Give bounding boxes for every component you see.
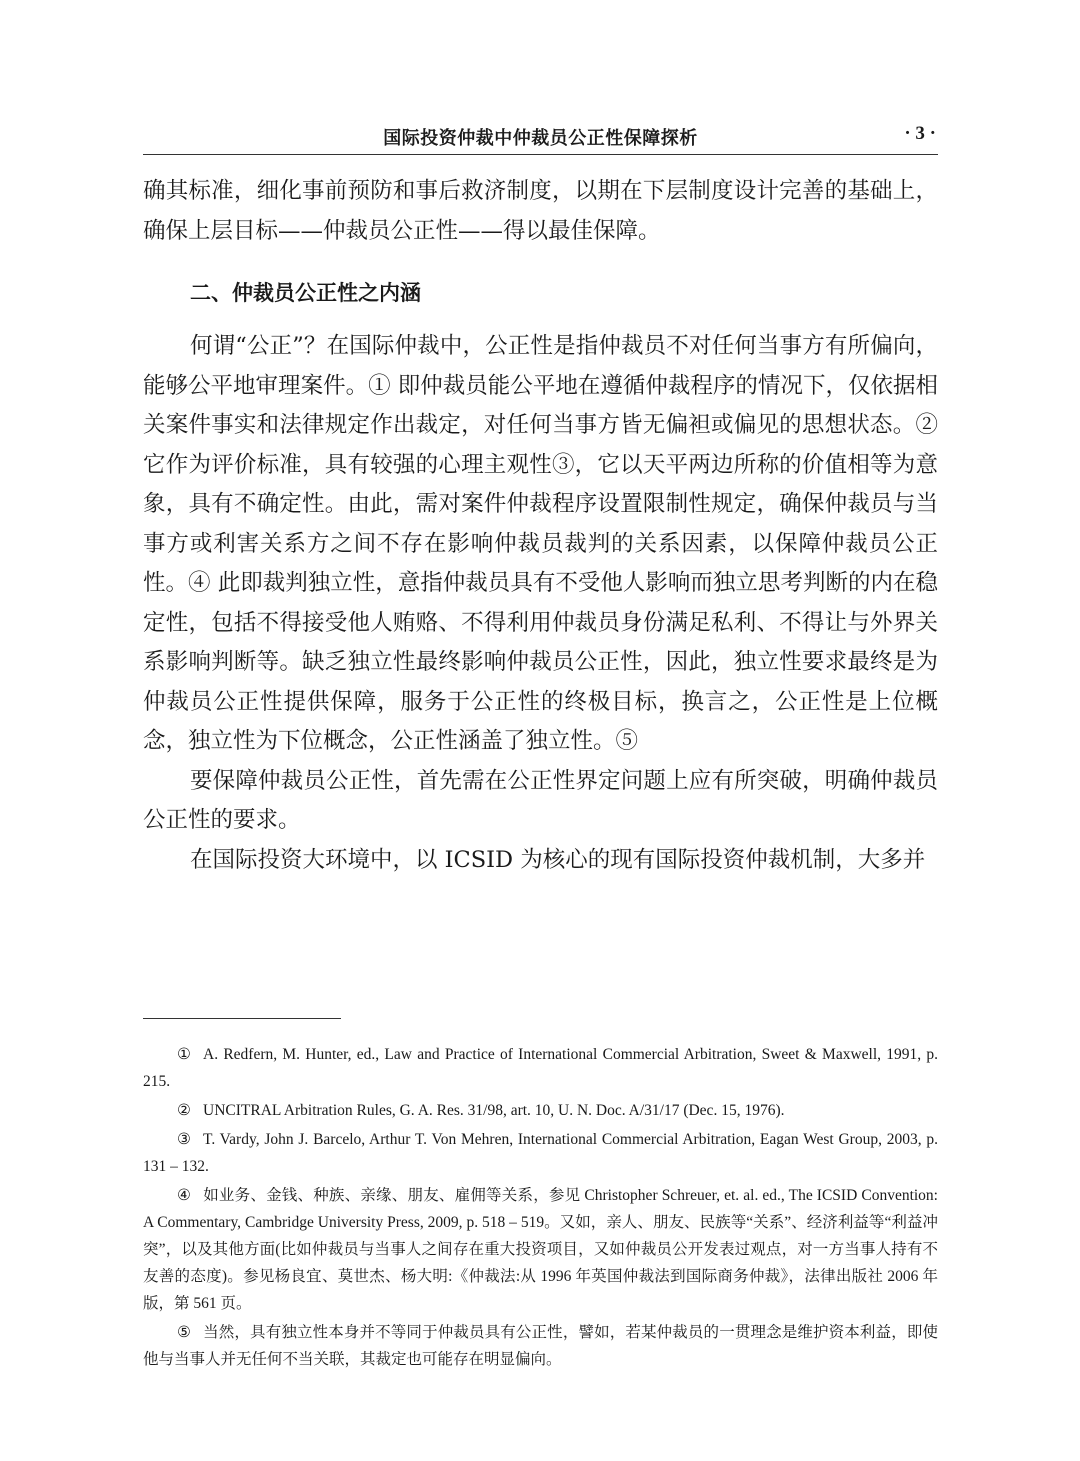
footnote-text: 如业务、金钱、种族、亲缘、朋友、雇佣等关系，参见 Christopher Schreuer, et. al. ed., The ICSID Convention: A Commentary, Cambridge University Press, 2009, p. 518 – 519。又如，亲人、朋友、民族等“关系”、经济利益等“利益冲突”，以及其他方面(比如仲裁员与当事人之间存在重大投资项目，又如仲裁员公开发表过观点，对一方当事人持有不友善的态度)。参见杨良宜、莫世杰、杨大明:《仲裁法:从 1996 年英国仲裁法到国际商务仲裁》，法律出版社 2006 年版，第 561 页。 — [143, 1187, 938, 1312]
main-text — [143, 172, 938, 880]
footnote-marker: ③ — [177, 1131, 191, 1148]
page-number: · 3 · — [904, 123, 936, 144]
paragraph: 确其标准，细化事前预防和事后救济制度，以期在下层制度设计完善的基础上，确保上层目标——仲裁员公正性——得以最佳保障。 — [143, 178, 938, 244]
footnote — [143, 1126, 938, 1180]
footnote-text: T. Vardy, John J. Barcelo, Arthur T. Von Mehren, International Commercial Arbitration, Eagan West Group, 2003, p. 131 – 132. — [143, 1131, 938, 1175]
footnote — [143, 1319, 938, 1373]
footnote-text: A. Redfern, M. Hunter, ed., Law and Practice of International Commercial Arbitration, Sweet & Maxwell, 1991, p. 215. — [143, 1046, 938, 1090]
document-page — [143, 0, 938, 1461]
footnote — [143, 1182, 938, 1317]
paragraph: 要保障仲裁员公正性，首先需在公正性界定问题上应有所突破，明确仲裁员公正性的要求。 — [143, 767, 938, 833]
footnote-marker: ① — [177, 1046, 191, 1063]
footnotes — [143, 1041, 938, 1375]
footnote-divider — [143, 1018, 341, 1019]
footnote — [143, 1041, 938, 1095]
paragraph: 何谓“公正”？在国际仲裁中，公正性是指仲裁员不对任何当事方有所偏向，能够公平地审理案件。① 即仲裁员能公平地在遵循仲裁程序的情况下，仅依据相关案件事实和法律规定作出裁定，对任何当事方皆无偏袒或偏见的思想状态。② 它作为评价标准，具有较强的心理主观性③，它以天平两边所称的价值相等为意象，具有不确定性。由此，需对案件仲裁程序设置限制性规定，确保仲裁员与当事方或利害关系方之间不存在影响仲裁员裁判的关系因素，以保障仲裁员公正性。④ 此即裁判独立性，意指仲裁员具有不受他人影响而独立思考判断的内在稳定性，包括不得接受他人贿赂、不得利用仲裁员身份满足私利、不得让与外界关系影响判断等。缺乏独立性最终影响仲裁员公正性，因此，独立性要求最终是为仲裁员公正性提供保障，服务于公正性的终极目标，换言之，公正性是上位概念，独立性为下位概念，公正性涵盖了独立性。⑤ — [143, 333, 938, 754]
footnote-marker: ④ — [177, 1187, 191, 1204]
footnote-marker: ② — [177, 1102, 191, 1119]
running-title: 国际投资仲裁中仲裁员公正性保障探析 — [383, 128, 698, 149]
running-header — [143, 118, 938, 155]
footnote-marker: ⑤ — [177, 1324, 191, 1341]
footnote-text: 当然，具有独立性本身并不等同于仲裁员具有公正性，譬如，若某仲裁员的一贯理念是维护资本利益，即使他与当事人并无任何不当关联，其裁定也可能存在明显偏向。 — [143, 1324, 938, 1368]
section-heading: 二、仲裁员公正性之内涵 — [190, 281, 421, 305]
paragraph: 在国际投资大环境中，以 ICSID 为核心的现有国际投资仲裁机制，大多并 — [190, 846, 926, 873]
footnote-text: UNCITRAL Arbitration Rules, G. A. Res. 31/98, art. 10, U. N. Doc. A/31/17 (Dec. 15, 1976). — [203, 1102, 785, 1119]
footnote — [143, 1097, 938, 1124]
